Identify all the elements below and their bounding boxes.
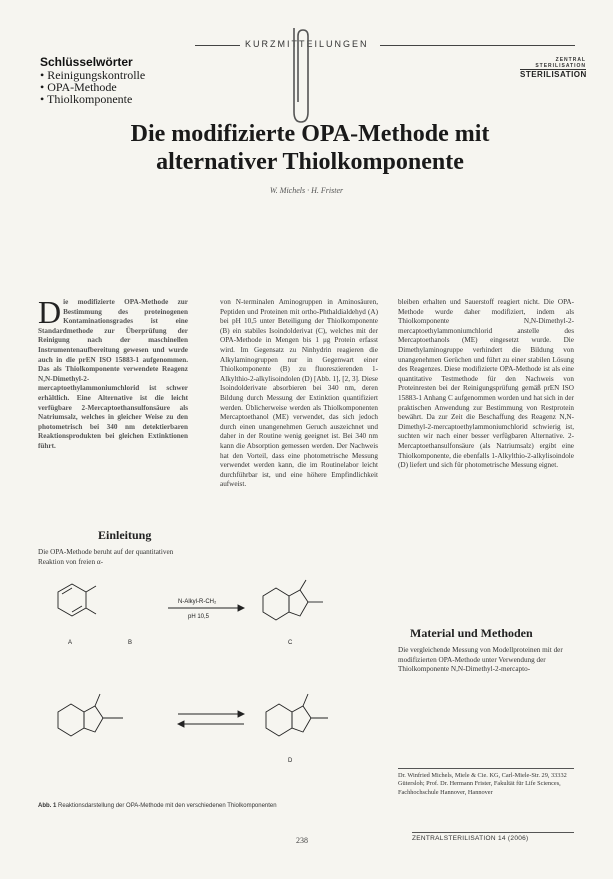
molecule-a-structure: [58, 584, 96, 616]
keywords-title: Schlüsselwörter: [40, 55, 133, 69]
arrow-top-label: N-Alkyl-R-CH₂: [178, 599, 217, 605]
body-column-3: bleiben erhalten und Sauerstoff reagiert nicht. Die OPA-Methode wurde daher modifiziert, indem als Thiolkomponente N,N-Dimethyl-2-mercaptoethylammoniumchlorid anstelle des Mercaptoethanols (ME) eingesetzt wurde. Die Dimethylaminogruppe verhindert die Bildung von unangenehmen Gerüchen und führt zu einer stabilen Lösung des Reagenzes. Diese modifizierte OPA-Methode ist als eine quantitative Testmethode für den Nachweis von Proteinresten bei der Reinigungsprüfung gemäß prEN ISO 15883-1 Anhang C aufgenommen worden und hat sich in der praktischen Anwendung zur Bestimmung von Restprotein bewährt. Da zur Zeit die Beschaffung des Reagenz N,N-Dimethyl-2-mercaptoethylammoniumchlorid schwierig ist, suchten wir nach einer besser verfügbaren Alternative. 2-Mercaptoethansulfonsäure (als Natriumsalz) ergibt eine Thiolkomponente, die ebenfalls 1-Alkylthio-2-alkylisoindole (D) liefert und sich für photometrische Messung eignet.: [398, 298, 574, 470]
keyword-item: • Thiolkomponente: [40, 93, 190, 105]
article-authors: W. Michels · H. Frister: [269, 186, 344, 195]
journal-logo: [520, 57, 586, 79]
label-d: D: [288, 758, 293, 764]
molecule-d-structure: [266, 694, 328, 736]
molecule-intermediate-structure: [58, 694, 123, 736]
header-rule-right: [380, 45, 575, 46]
figure-caption: [38, 803, 380, 809]
keyword-item: • OPA-Methode: [40, 81, 190, 93]
heading-einleitung: Einleitung: [98, 528, 152, 542]
label-a: A: [68, 640, 73, 646]
section-heading: KURZMITTEILUNGEN: [245, 39, 369, 49]
heading-material-methoden: Material und Methoden: [410, 626, 533, 640]
figure-caption-label: Abb. 1: [38, 803, 57, 809]
page-number: 238: [296, 836, 308, 845]
equilibrium-arrows: [178, 711, 244, 727]
journal-footer: ZENTRALSTERILISATION 14 (2006): [412, 832, 574, 842]
paperclip-icon: [284, 22, 318, 126]
label-b: B: [128, 640, 133, 646]
abstract: [38, 294, 188, 452]
label-c: C: [288, 640, 293, 646]
article-title: Die modifizierte OPA-Methode mit alternativer Thiolkomponente: [130, 121, 490, 175]
keywords-box: [40, 55, 190, 105]
molecule-c-structure: [263, 580, 323, 620]
arrow-bottom-label: pH 10,5: [188, 614, 210, 620]
keywords-list: [40, 69, 190, 105]
logo-small-text: ZENTRAL STERILISATION: [520, 57, 586, 70]
abstract-text: ie modifizierte OPA-Methode zur Bestimmung des proteinogenen Kontaminationsgrades ist eine Standardmethode zur Überprüfung der Reinigung nach der maschinellen Instrumentenaufbereitung gewesen und wurde auch in die prEN ISO 15883-1 aufgenommen. Das als Thiolkomponente verwendete Reagenz N,N-Dimethyl-2-mercaptoethylammoniumchlorid ist schwer erhältlich. Eine Alternative ist die leicht verfügbare 2-Mercaptoethansulfonsäure als Natriumsalz, welches in gleicher Weise zu den photometrisch bei 340 nm detektierbaren Reaktionsprodukten bei gleichen Extinktionen führt.: [38, 298, 188, 450]
keyword-item: • Reinigungskontrolle: [40, 69, 190, 81]
body-column-2: von N-terminalen Aminogruppen in Aminosäuren, Peptiden und Proteinen mit ortho-Phthaldialdehyd (A) bei pH 10,5 unter Beteiligung der Thiolkomponente (B) ein stabiles Isoindolderivat (C), welches mit der OPA-Methode in Mengen bis 1 μg Protein erfasst wird. Im Gegensatz zu Ninhydrin reagieren die Alkylaminogruppen nur in Gegenwart einer Thiolkomponente (B) zu fluoreszierenden 1-Alkylthio-2-alkylisoindolen (D) [Abb. 1], [2, 3]. Diese Isoindolderivate absorbieren bei 340 nm, deren Bildung durch Messung der Extinktion quantifiziert werden. Üblicherweise werden als Thiolkomponenten Mercaptoethanol (ME) verwendet, das sich jedoch durch einen unangenehmen Geruch auszeichnet und daher in der Routine wenig geeignet ist. Bei 340 nm kann die Absorption gemessen werden. Der Nachweis hat den Vorteil, dass eine photometrische Messung verwendet werden kann, die im Routinelabor leicht durchführbar ist, und eine höhere Empfindlichkeit aufweist.: [220, 298, 378, 489]
einleitung-text: Die OPA-Methode beruht auf der quantitativen Reaktion von freien α-: [38, 548, 174, 566]
material-text: Die vergleichende Messung von Modellproteinen mit der modifizierten OPA-Methode unter Verwendung der Thiolkomponente N,N-Dimethyl-2-mercapto-: [398, 646, 563, 674]
author-footnote: Dr. Winfried Michels, Miele & Cie. KG, Carl-Miele-Str. 29, 33332 Gütersloh; Prof. Dr. Hermann Frister, Fakultät für Life Sciences, Fachhochschule Hannover, Hannover: [398, 768, 574, 797]
reaction-arrow-top: [168, 605, 244, 611]
figure-caption-text: Reaktionsdarstellung der OPA-Methode mit den verschiedenen Thiolkomponenten: [58, 803, 277, 809]
header-rule-left: [195, 45, 240, 46]
reaction-scheme-figure: [38, 572, 380, 822]
logo-brand-text: STERILISATION: [520, 70, 587, 79]
drop-cap: D: [38, 294, 62, 330]
